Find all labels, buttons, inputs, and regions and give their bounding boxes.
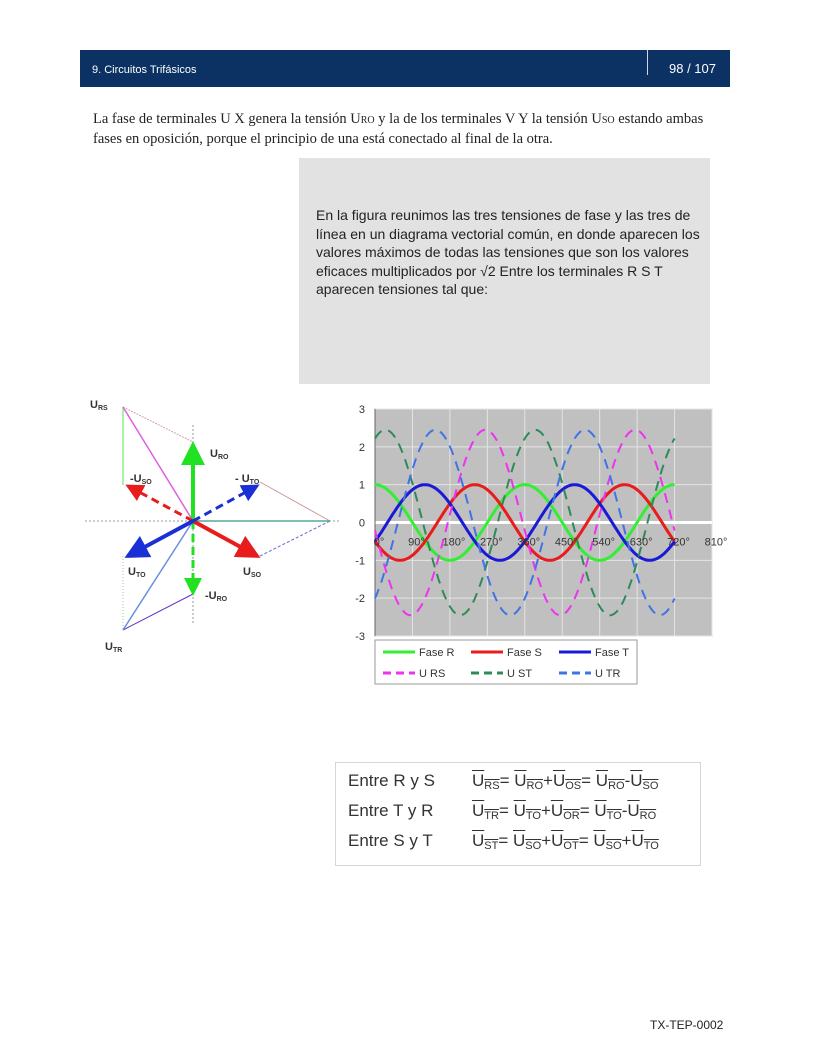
operator: +	[540, 801, 551, 820]
label-uso: USO	[243, 566, 262, 579]
formula-box	[335, 762, 701, 866]
waveform-chart	[355, 404, 727, 684]
x-tick-label: 180°	[442, 536, 466, 549]
vector-symbol: $U_{RO}$	[595, 771, 625, 792]
figure	[80, 388, 730, 698]
vector-symbol: $U_{SO}$	[513, 831, 542, 852]
y-tick-label: -2	[355, 593, 365, 606]
label-minus-uro: -URO	[205, 590, 228, 603]
vector-symbol: $U_{RO}$	[514, 771, 543, 792]
construction-line	[260, 482, 330, 521]
label-minus-uto: - UTO	[235, 473, 260, 486]
intro-text: La fase de terminales U X genera la tensión	[93, 111, 351, 127]
page-header	[80, 50, 730, 87]
vector-symbol: $U_{TO}$	[631, 831, 659, 852]
vector-symbol: $U_{RO}$	[627, 801, 657, 822]
legend-label: U TR	[595, 668, 621, 680]
legend-label: U RS	[419, 668, 446, 680]
symbol-sub: RO	[360, 115, 375, 126]
x-tick-label: 270°	[479, 536, 503, 549]
y-tick-label: -3	[355, 631, 365, 643]
y-tick-label: 1	[358, 479, 365, 492]
vector-urs	[123, 407, 193, 521]
note-text: En la figura reunimos las tres tensiones de fase y las tres de línea en un diagrama vectorial común, en donde aparecen los valores máximos de todas las tensiones que son los valores eficaces multiplicados por √2 Entre los terminales R S T aparecen tensiones tal que:	[316, 207, 700, 297]
x-tick-label: 630°	[629, 536, 653, 549]
vector-uso	[193, 521, 257, 556]
label-urs: URS	[90, 399, 108, 412]
construction-line	[123, 594, 193, 630]
label-uro: URO	[210, 448, 229, 461]
y-tick-label: 0	[358, 517, 365, 530]
section-title: 9. Circuitos Trifásicos	[92, 64, 197, 76]
intro-paragraph	[93, 110, 733, 149]
operator: =	[498, 801, 514, 820]
vector-symbol: $U_{RS}$	[472, 771, 500, 792]
vector-symbol: $U_{OS}$	[552, 771, 582, 792]
x-tick-label: 0°	[373, 536, 385, 549]
formula-label: Entre R y S	[348, 771, 435, 790]
operator: -	[621, 801, 628, 820]
operator: +	[543, 771, 553, 790]
operator: =	[499, 771, 515, 790]
x-tick-label: 450°	[554, 536, 578, 549]
vector-diagram	[85, 399, 340, 654]
vector-symbol: $U_{SO}$	[630, 771, 659, 792]
vector-symbol: $U_{TO}$	[513, 801, 541, 822]
intro-text: y la de los terminales V Y la tensión	[374, 111, 592, 127]
label-utr: UTR	[105, 641, 123, 654]
legend-label: Fase T	[595, 647, 630, 659]
symbol-sub: SO	[601, 115, 615, 126]
formula-row	[348, 831, 659, 852]
header-divider	[647, 50, 648, 75]
symbol: U	[350, 111, 361, 127]
vector-symbol: $U_{TR}$	[472, 801, 499, 822]
vector-uto	[128, 521, 193, 556]
x-tick-label: 720°	[667, 536, 690, 549]
x-tick-label: 360°	[517, 536, 541, 549]
vector-symbol: $U_{OR}$	[550, 801, 580, 822]
y-tick-label: -1	[355, 555, 365, 568]
label-minus-uso: -USO	[130, 473, 152, 486]
x-tick-label: 90°	[408, 536, 425, 549]
legend-label: U ST	[507, 668, 533, 680]
y-tick-label: 2	[358, 441, 365, 454]
x-tick-label: 540°	[592, 536, 616, 549]
formula-row	[348, 771, 658, 792]
operator: =	[498, 831, 513, 850]
vector-symbol: $U_{OT}$	[551, 831, 579, 852]
document-code: TX-TEP-0002	[650, 1018, 724, 1032]
formula-row	[348, 801, 656, 822]
operator: =	[581, 771, 596, 790]
legend-label: Fase S	[507, 647, 542, 659]
vector-minus-uto	[193, 486, 257, 521]
legend-label: Fase R	[419, 647, 455, 659]
page-number: 98 / 107	[669, 61, 716, 76]
operator: +	[541, 831, 552, 850]
vector-minus-uso	[128, 486, 193, 521]
x-tick-label: 810°	[704, 536, 728, 549]
operator: =	[578, 831, 594, 850]
intro-text: estando ambas fases en oposición, porque el principio de una está conectado al final de la otra.	[93, 111, 704, 147]
operator: =	[579, 801, 595, 820]
vector-symbol: $U_{TO}$	[594, 801, 622, 822]
vector-symbol: $U_{ST}$	[472, 831, 499, 852]
symbol: U	[591, 111, 602, 127]
note-box	[299, 158, 710, 384]
y-tick-label: 3	[358, 404, 365, 416]
label-uto: UTO	[128, 566, 146, 579]
formula-label: Entre S y T	[348, 831, 433, 850]
construction-line	[260, 521, 330, 556]
formula-label: Entre T y R	[348, 801, 434, 820]
vector-symbol: $U_{SO}$	[593, 831, 622, 852]
operator: +	[621, 831, 632, 850]
operator: -	[624, 771, 631, 790]
